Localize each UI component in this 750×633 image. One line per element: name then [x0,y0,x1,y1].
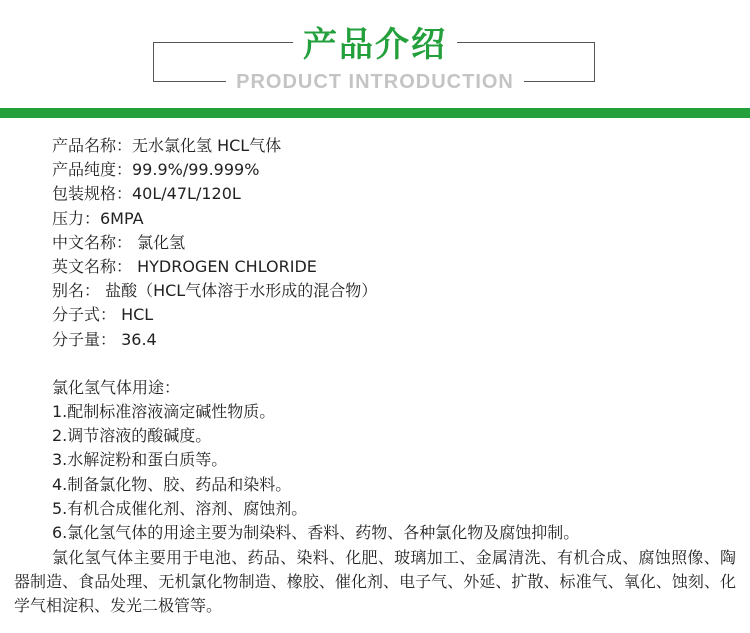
uses-item-4: 4.制备氯化物、胶、药品和染料。 [52,474,292,494]
spec-packaging: 包装规格：40L/47L/120L [52,184,241,204]
uses-item-6: 6.氯化氢气体的用途主要为制染料、香料、药物、各种氯化物及腐蚀抑制。 [52,523,580,543]
page-title [0,22,750,68]
section-spacer [0,352,750,376]
spec-chinese-name: 中文名称： 氯化氢 [52,232,186,252]
product-description [0,134,750,618]
spec-alias: 别名： 盐酸（HCL气体溶于水形成的混合物） [52,281,378,301]
spec-english-name: 英文名称： HYDROGEN CHLORIDE [52,257,317,277]
spec-purity: 产品纯度：99.9%/99.999% [52,160,260,180]
header-divider-bar [0,108,750,118]
uses-item-3: 3.水解淀粉和蛋白质等。 [52,450,228,470]
uses-item-5: 5.有机合成催化剂、溶剂、腐蚀剂。 [52,498,308,518]
spec-formula: 分子式： HCL [52,305,154,325]
uses-heading: 氯化氢气体用途： [52,377,181,397]
spec-molecular-weight: 分子量： 36.4 [52,329,157,349]
page-title-text: 产品介绍 [293,22,457,68]
header [0,0,750,120]
uses-item-1: 1.配制标准溶液滴定碱性物质。 [52,402,276,422]
uses-paragraph: 氯化氢气体主要用于电池、药品、染料、化肥、玻璃加工、金属清洗、有机合成、腐蚀照像、陶器制造、食品处理、无机氯化物制造、橡胶、催化剂、电子气、外延、扩散、标准气、氧化、蚀刻、化学气相淀积、发光二极管等。 [14,548,736,616]
page-subtitle-text: PRODUCT INTRODUCTION [226,68,524,96]
page-subtitle [0,68,750,96]
spec-product-name: 产品名称：无水氯化氢 HCL气体 [52,136,282,155]
uses-item-2: 2.调节溶液的酸碱度。 [52,426,212,446]
spec-pressure: 压力：6MPA [52,208,144,228]
